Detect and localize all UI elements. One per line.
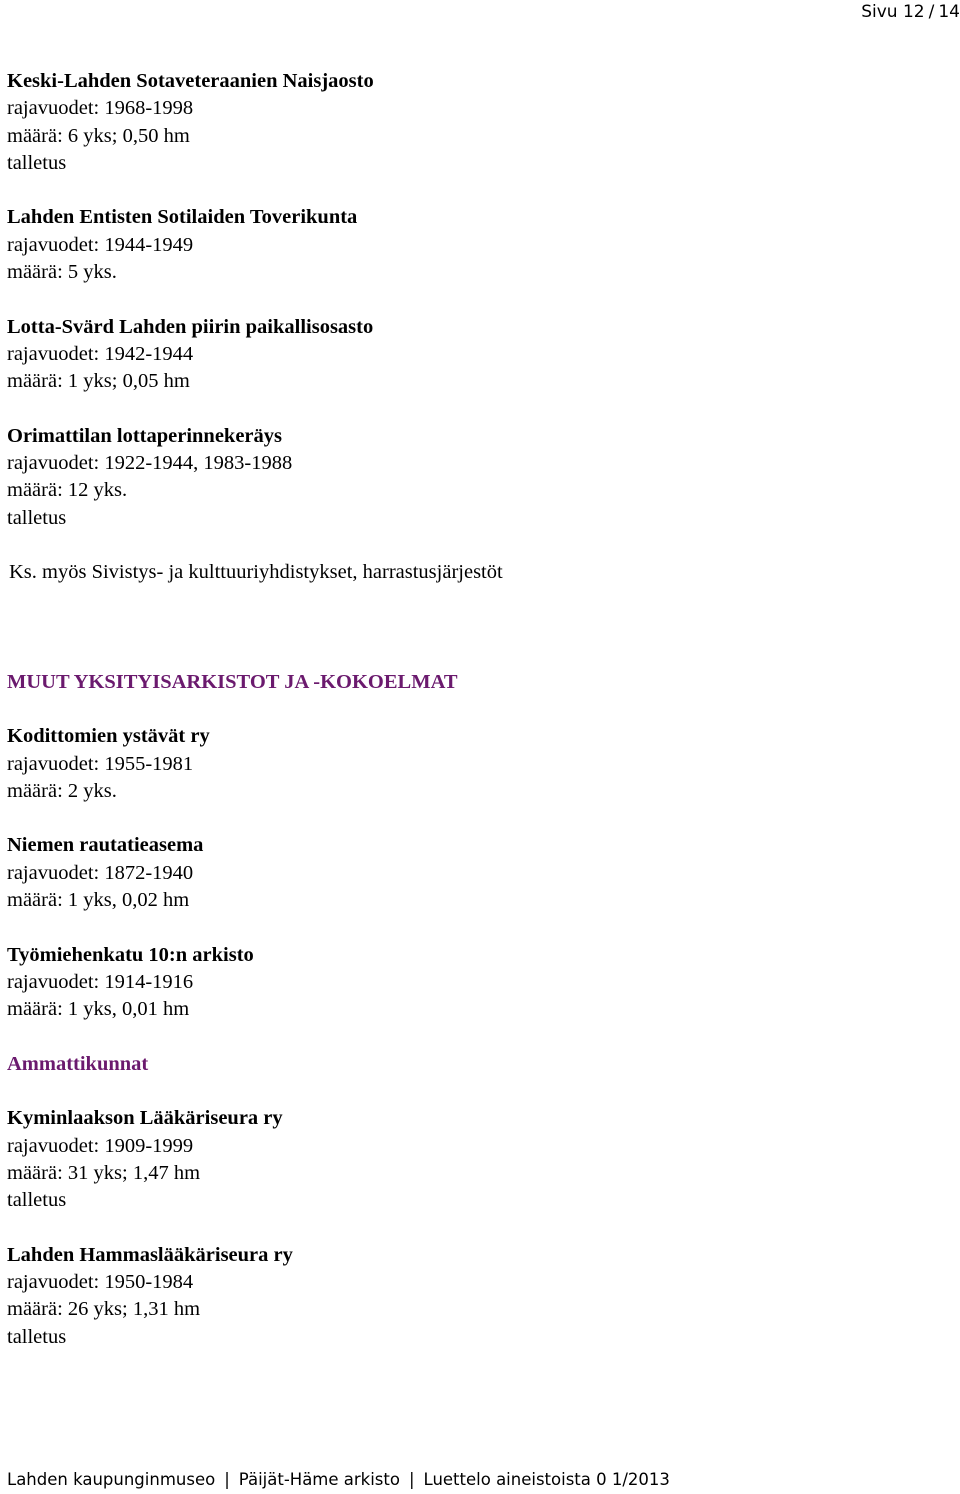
entry-detail: talletus — [7, 1325, 67, 1348]
entry-detail: rajavuodet: 1944-1949 — [7, 233, 194, 256]
footer-museum: Lahden kaupunginmuseo — [7, 1470, 216, 1489]
entry-detail: rajavuodet: 1942-1944 — [7, 342, 194, 365]
entry-detail: määrä: 5 yks. — [7, 261, 117, 284]
page-footer — [7, 1468, 957, 1492]
entry-title: Keski-Lahden Sotaveteraanien Naisjaosto — [7, 70, 374, 92]
section-heading-guilds: Ammattikunnat — [7, 1052, 149, 1075]
entry-detail: määrä: 26 yks; 1,31 hm — [7, 1298, 201, 1321]
entry-detail: määrä: 6 yks; 0,50 hm — [7, 124, 190, 147]
entry-title: Työmiehenkatu 10:n arkisto — [7, 943, 254, 966]
entry-detail: rajavuodet: 1950-1984 — [7, 1271, 194, 1294]
archive-entry — [7, 204, 947, 286]
archive-entry — [7, 68, 947, 177]
entries-group-veterans — [7, 68, 947, 532]
entry-detail: talletus — [7, 506, 67, 529]
entry-title: Kyminlaakson Lääkäriseura ry — [7, 1107, 283, 1130]
entry-detail: määrä: 31 yks; 1,47 hm — [7, 1161, 201, 1184]
entry-title: Lotta-Svärd Lahden piirin paikallisosasto — [7, 315, 374, 338]
footer-separator: | — [224, 1470, 230, 1489]
entry-detail: määrä: 1 yks, 0,02 hm — [7, 889, 190, 912]
document-body — [7, 68, 947, 1378]
archive-entry — [7, 1105, 947, 1214]
footer-archive: Päijät-Häme arkisto — [238, 1470, 400, 1489]
footer-separator: | — [408, 1470, 415, 1489]
archive-entry — [7, 832, 947, 914]
page-number — [840, 0, 960, 26]
entry-detail: rajavuodet: 1955-1981 — [7, 752, 194, 775]
entry-title: Niemen rautatieasema — [7, 834, 204, 857]
page-total: 14 — [938, 2, 960, 22]
page-label: Sivu — [861, 2, 898, 22]
entry-title: Kodittomien ystävät ry — [7, 725, 210, 748]
entries-group-private-archives — [7, 723, 947, 1023]
entry-detail: rajavuodet: 1909-1999 — [7, 1134, 194, 1157]
entry-detail: määrä: 2 yks. — [7, 779, 117, 802]
entry-detail: määrä: 12 yks. — [7, 479, 128, 502]
see-also-note: Ks. myös Sivistys- ja kulttuuriyhdistykset, harrastusjärjestöt — [9, 561, 503, 584]
entry-detail: talletus — [7, 151, 67, 174]
entry-detail: rajavuodet: 1922-1944, 1983-1988 — [7, 452, 293, 475]
entry-detail: rajavuodet: 1914-1916 — [7, 970, 194, 993]
archive-entry — [7, 1242, 947, 1351]
page-separator: / — [928, 2, 935, 22]
entry-title: Lahden Entisten Sotilaiden Toverikunta — [7, 206, 358, 229]
entry-detail: rajavuodet: 1968-1998 — [7, 97, 194, 120]
entry-detail: rajavuodet: 1872-1940 — [7, 861, 194, 884]
entry-detail: talletus — [7, 1189, 67, 1212]
archive-entry — [7, 942, 947, 1024]
archive-entry — [7, 423, 947, 532]
entry-detail: määrä: 1 yks; 0,05 hm — [7, 370, 190, 393]
entry-detail: määrä: 1 yks, 0,01 hm — [7, 998, 190, 1021]
page-current: 12 — [902, 2, 925, 22]
archive-entry — [7, 723, 947, 805]
archive-entry — [7, 314, 947, 396]
entries-group-guilds — [7, 1105, 947, 1351]
section-heading-private-archives: MUUT YKSITYISARKISTOT JA -KOKOELMAT — [7, 670, 458, 693]
entry-title: Lahden Hammaslääkäriseura ry — [7, 1243, 293, 1266]
footer-list: Luettelo aineistoista 0 1/2013 — [423, 1470, 670, 1489]
entry-title: Orimattilan lottaperinnekeräys — [7, 424, 283, 447]
